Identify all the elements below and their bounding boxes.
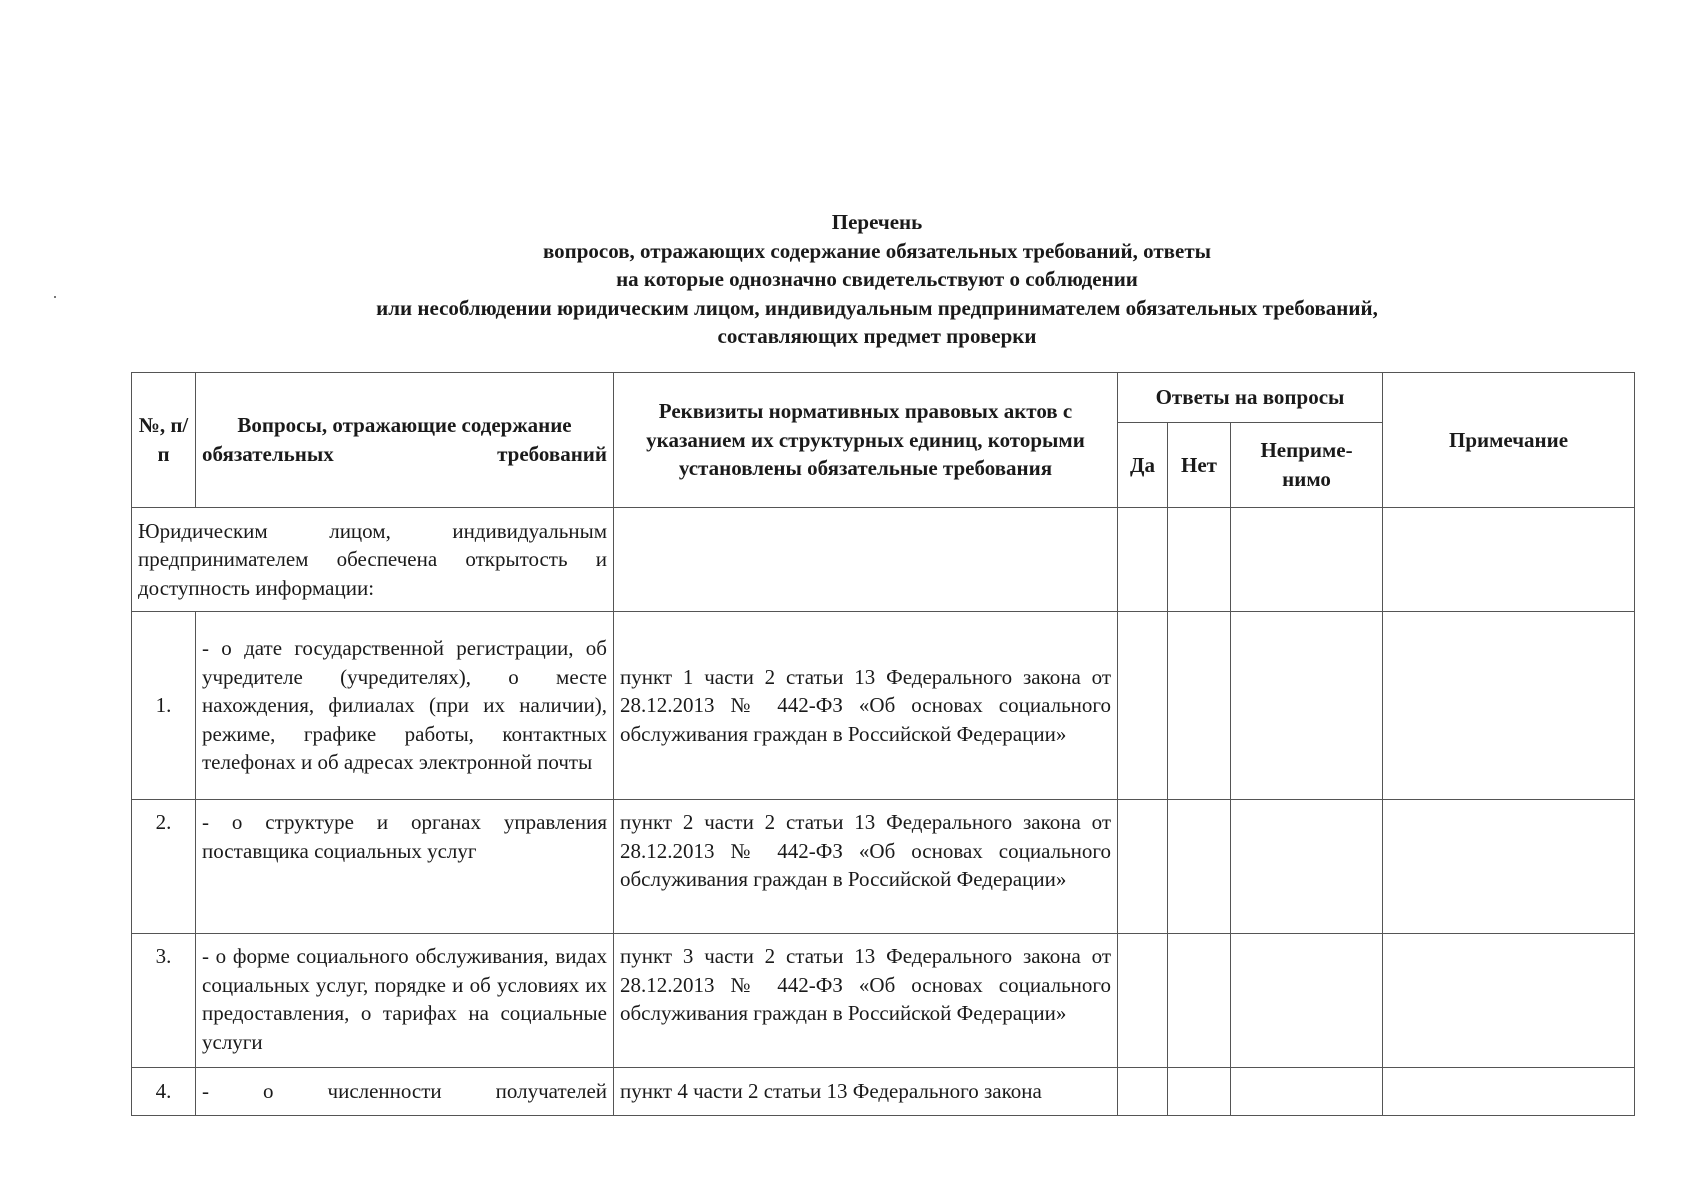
answer-na-cell[interactable] bbox=[1231, 934, 1383, 1068]
row-question: - о численности получателей bbox=[196, 1068, 614, 1116]
header-no: Нет bbox=[1168, 423, 1231, 508]
answer-yes-cell[interactable] bbox=[1118, 612, 1168, 800]
checklist-table bbox=[131, 372, 1635, 1116]
table-row bbox=[132, 1068, 1635, 1116]
answer-yes-cell[interactable] bbox=[1118, 1068, 1168, 1116]
title-line-2: вопросов, отражающих содержание обязательных требований, ответы bbox=[542, 238, 1212, 263]
row-requisites: пункт 1 части 2 статьи 13 Федерального закона от 28.12.2013 № 442-ФЗ «Об основах социального обслуживания граждан в Российской Федерации» bbox=[614, 612, 1118, 800]
answer-na-cell[interactable] bbox=[1231, 612, 1383, 800]
table-row bbox=[132, 934, 1635, 1068]
note-cell[interactable] bbox=[1383, 1068, 1635, 1116]
answer-na-cell[interactable] bbox=[1231, 800, 1383, 934]
answer-no-cell[interactable] bbox=[1168, 508, 1231, 612]
title-line-3: на которые однозначно свидетельствуют о соблюдении bbox=[616, 267, 1138, 292]
header-not-applicable: Неприме-нимо bbox=[1231, 423, 1383, 508]
row-question: - о форме социального обслуживания, видах социальных услуг, порядке и об условиях их предоставления, о тарифах на социальные услуги bbox=[196, 934, 614, 1068]
header-answers: Ответы на вопросы bbox=[1118, 373, 1383, 423]
note-cell[interactable] bbox=[1383, 508, 1635, 612]
note-cell[interactable] bbox=[1383, 612, 1635, 800]
table-row bbox=[132, 612, 1635, 800]
header-requisites: Реквизиты нормативных правовых актов с указанием их структурных единиц, которыми установлены обязательные требования bbox=[614, 373, 1118, 508]
row-requisites: пункт 3 части 2 статьи 13 Федерального закона от 28.12.2013 № 442-ФЗ «Об основах социального обслуживания граждан в Российской Федерации» bbox=[614, 934, 1118, 1068]
section-requisites-cell bbox=[614, 508, 1118, 612]
answer-no-cell[interactable] bbox=[1168, 800, 1231, 934]
page-title bbox=[0, 208, 1697, 351]
header-yes: Да bbox=[1118, 423, 1168, 508]
row-number: 1. bbox=[132, 612, 196, 800]
row-number: 4. bbox=[132, 1068, 196, 1116]
section-row bbox=[132, 508, 1635, 612]
row-question: - о структуре и органах управления поставщика социальных услуг bbox=[196, 800, 614, 934]
header-num: №, п/п bbox=[132, 373, 196, 508]
answer-yes-cell[interactable] bbox=[1118, 800, 1168, 934]
header-note: Примечание bbox=[1383, 373, 1635, 508]
answer-yes-cell[interactable] bbox=[1118, 934, 1168, 1068]
title-line-4: или несоблюдении юридическим лицом, индивидуальным предпринимателем обязательных требований, bbox=[376, 295, 1378, 320]
answer-na-cell[interactable] bbox=[1231, 1068, 1383, 1116]
answer-no-cell[interactable] bbox=[1168, 612, 1231, 800]
row-question: - о дате государственной регистрации, об учредителе (учредителях), о месте нахождения, филиалах (при их наличии), режиме, графике работы, контактных телефонах и об адресах электронной почты bbox=[196, 612, 614, 800]
title-line-1: Перечень bbox=[831, 210, 923, 234]
row-requisites: пункт 2 части 2 статьи 13 Федерального закона от 28.12.2013 № 442-ФЗ «Об основах социального обслуживания граждан в Российской Федерации» bbox=[614, 800, 1118, 934]
answer-no-cell[interactable] bbox=[1168, 1068, 1231, 1116]
answer-na-cell[interactable] bbox=[1231, 508, 1383, 612]
answer-yes-cell[interactable] bbox=[1118, 508, 1168, 612]
note-cell[interactable] bbox=[1383, 800, 1635, 934]
header-row bbox=[132, 373, 1635, 423]
row-requisites: пункт 4 части 2 статьи 13 Федерального закона bbox=[614, 1068, 1118, 1116]
row-number: 3. bbox=[132, 934, 196, 1068]
table-row bbox=[132, 800, 1635, 934]
header-question: Вопросы, отражающие содержание обязательных требований bbox=[196, 373, 614, 508]
answer-no-cell[interactable] bbox=[1168, 934, 1231, 1068]
note-cell[interactable] bbox=[1383, 934, 1635, 1068]
section-intro: Юридическим лицом, индивидуальным предпринимателем обеспечена открытость и доступность информации: bbox=[132, 508, 614, 612]
row-number: 2. bbox=[132, 800, 196, 934]
title-line-5: составляющих предмет проверки bbox=[717, 324, 1037, 349]
